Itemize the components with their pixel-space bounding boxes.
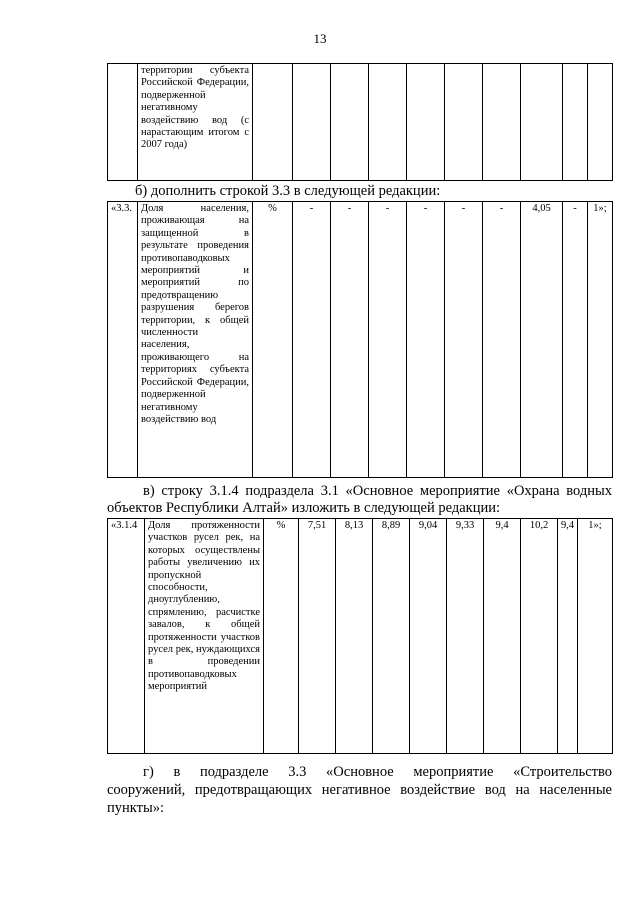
description-cell: территории субъекта Российской Федерации, подверженной негативному воздействию вод (с нарастающим итогом с 2007 года) [138, 64, 253, 181]
table-row [108, 519, 613, 754]
paragraph-v-line-1: в) строку 3.1.4 подраздела 3.1 «Основное мероприятие «Охрана водных [143, 483, 612, 499]
unit-cell: % [253, 202, 293, 478]
value-cell: 8,89 [373, 519, 410, 754]
code-cell: «3.3. [108, 202, 138, 478]
value-cell: - [407, 202, 445, 478]
table-row [108, 202, 613, 478]
value-cell: 10,2 [521, 519, 558, 754]
value-cell: - [483, 202, 521, 478]
paragraph-v-line-2: объектов Республики Алтай» изложить в следующей редакции: [107, 500, 501, 516]
table-row [108, 64, 613, 181]
value-cell: 9,4 [484, 519, 521, 754]
value-cell: - [331, 202, 369, 478]
page-number: 13 [313, 31, 327, 46]
table-fragment [107, 63, 613, 181]
paragraph-g-line-2: сооружений, предотвращающих негативное воздействие вод на населенные [107, 782, 612, 798]
description-cell: Доля населения, проживающая на защищенной в результате проведения противопаводковых мероприятий и мероприятий по предотвращению разрушения берегов территории, к общей численности населения, проживающего на территориях субъекта Российской Федерации, подверженной негативному воздействию вод [138, 202, 253, 478]
value-cell: 4,05 [521, 202, 563, 478]
description-cell: Доля протяженности участков русел рек, на которых осуществлены работы увеличению их пропускной способности, дноуглублению, спрямлению, расчистке завалов, к общей протяженности участков русел рек, нуждающихся в проведении противопаводковых мероприятий [145, 519, 264, 754]
code-cell [108, 64, 138, 181]
unit-cell: % [264, 519, 299, 754]
value-cell: - [369, 202, 407, 478]
value-cell: - [563, 202, 588, 478]
last-cell: 1»; [588, 202, 613, 478]
code-cell: «3.1.4 [108, 519, 145, 754]
paragraph-g-line-3: пункты»: [107, 800, 164, 816]
table-row-3-3 [107, 201, 613, 478]
value-cell: 9,04 [410, 519, 447, 754]
value-cell: - [445, 202, 483, 478]
paragraph-g-line-1: г) в подразделе 3.3 «Основное мероприятие «Строительство [143, 764, 612, 780]
value-cell: 9,4 [558, 519, 578, 754]
value-cell: - [293, 202, 331, 478]
paragraph-b: б) дополнить строкой 3.3 в следующей редакции: [135, 183, 441, 199]
value-cell: 7,51 [299, 519, 336, 754]
value-cell: 8,13 [336, 519, 373, 754]
table-row-3-1-4 [107, 518, 613, 754]
last-cell: 1»; [578, 519, 613, 754]
value-cell: 9,33 [447, 519, 484, 754]
